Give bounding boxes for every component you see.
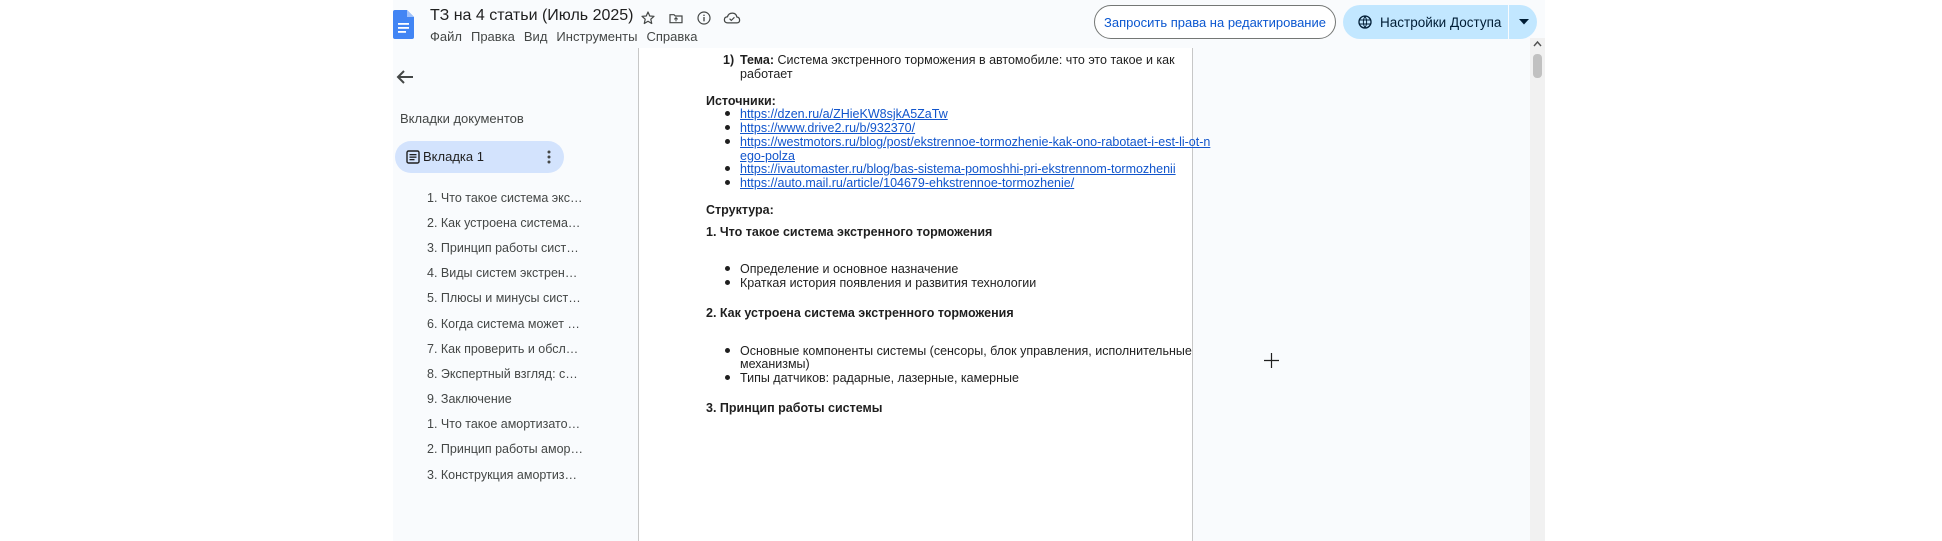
more-vert-icon[interactable] — [541, 149, 557, 165]
outline-item[interactable]: 1. Что такое амортизато… — [427, 417, 581, 431]
bullet-dot — [725, 166, 730, 171]
source-link[interactable]: https://www.drive2.ru/b/932370/ — [740, 121, 916, 135]
share-options-dropdown[interactable] — [1508, 5, 1538, 39]
bullet-text: Основные компоненты системы (сенсоры, блок управления, исполнительные — [740, 344, 1192, 358]
tab-1[interactable] — [395, 141, 564, 173]
bullet-dot — [725, 280, 730, 285]
outline-item[interactable]: 4. Виды систем экстрен… — [427, 266, 578, 280]
list-number: 1) — [723, 53, 735, 67]
topic-line — [740, 53, 1175, 67]
menu-help[interactable]: Справка — [646, 29, 698, 44]
bullet-dot — [725, 375, 730, 380]
outline-item[interactable]: 5. Плюсы и минусы сист… — [427, 291, 581, 305]
menu-view[interactable]: Вид — [523, 29, 548, 44]
outline-item[interactable]: 3. Принцип работы сист… — [427, 241, 579, 255]
scroll-up-arrow-icon[interactable] — [1533, 40, 1542, 47]
tab-outline-icon — [406, 150, 420, 164]
bullet-dot — [725, 180, 730, 185]
tab-label: Вкладка 1 — [423, 149, 484, 164]
bullet-text: Определение и основное назначение — [740, 262, 959, 276]
globe-icon — [1357, 14, 1373, 30]
outline-item[interactable]: 7. Как проверить и обсл… — [427, 342, 579, 356]
outline-item[interactable]: 2. Как устроена система… — [427, 216, 581, 230]
structure-heading: Структура: — [706, 203, 774, 217]
sources-heading: Источники: — [706, 94, 776, 108]
outline-item[interactable]: 2. Принцип работы амор… — [427, 442, 583, 456]
source-link[interactable]: https://westmotors.ru/blog/post/ekstrennoe-tormozhenie-kak-ono-rabotaet-i-est-li-ot-n — [740, 135, 1211, 149]
topic-text: Система экстренного торможения в автомобиле: что это такое и как — [774, 53, 1175, 67]
bullet-dot — [725, 125, 730, 130]
menu-tools[interactable]: Инструменты — [556, 29, 638, 44]
share-button[interactable] — [1343, 5, 1507, 39]
tabs-heading: Вкладки документов — [400, 111, 524, 126]
outline-item[interactable]: 3. Конструкция амортиз… — [427, 468, 578, 482]
back-arrow-icon[interactable] — [393, 65, 417, 89]
bullet-dot — [725, 111, 730, 116]
source-link[interactable]: https://auto.mail.ru/article/104679-ehkstrennoe-tormozhenie/ — [740, 176, 1075, 190]
vertical-scrollbar[interactable] — [1530, 38, 1545, 541]
menu-file[interactable]: Файл — [430, 29, 462, 44]
crosshair-cursor-icon — [1264, 353, 1279, 368]
title-icons — [638, 8, 742, 28]
document-title[interactable]: ТЗ на 4 статьи (Июль 2025) — [430, 7, 634, 24]
menu-bar — [430, 29, 706, 44]
outline-item[interactable]: 8. Экспертный взгляд: с… — [427, 367, 578, 381]
star-icon[interactable] — [638, 8, 658, 28]
document-page[interactable] — [638, 48, 1211, 541]
bullet-dot — [725, 139, 730, 144]
document-tabs-sidebar — [393, 48, 637, 541]
source-link[interactable]: https://dzen.ru/a/ZHieKW8sjkA5ZaTw — [740, 107, 948, 121]
section-heading: 1. Что такое система экстренного торможения — [706, 225, 993, 239]
request-edit-access-button[interactable]: Запросить права на редактирование — [1094, 5, 1336, 39]
bullet-text-continued: механизмы) — [740, 357, 810, 371]
bullet-text: Краткая история появления и развития технологии — [740, 276, 1037, 290]
bullet-dot — [725, 266, 730, 271]
section-heading: 3. Принцип работы системы — [706, 401, 883, 415]
outline-item[interactable]: 6. Когда система может … — [427, 317, 580, 331]
share-button-group — [1343, 5, 1537, 39]
move-to-folder-icon[interactable] — [666, 8, 686, 28]
outline-item[interactable]: 9. Заключение — [427, 392, 512, 406]
outline-item[interactable]: 1. Что такое система экс… — [427, 191, 583, 205]
docs-app — [393, 0, 1545, 541]
bullet-dot — [725, 348, 730, 353]
docs-logo-icon[interactable] — [393, 10, 414, 39]
caret-down-icon — [1519, 19, 1529, 25]
header — [393, 0, 1545, 48]
scrollbar-thumb[interactable] — [1533, 54, 1542, 78]
share-button-label: Настройки Доступа — [1380, 14, 1502, 30]
cloud-status-icon[interactable] — [722, 8, 742, 28]
source-link[interactable]: https://ivautomaster.ru/blog/bas-sistema-pomoshhi-pri-ekstrennom-tormozhenii — [740, 162, 1176, 176]
section-heading: 2. Как устроена система экстренного торможения — [706, 306, 1014, 320]
menu-edit[interactable]: Правка — [470, 29, 515, 44]
info-icon[interactable] — [694, 8, 714, 28]
topic-text-continued: работает — [740, 67, 793, 81]
bullet-text: Типы датчиков: радарные, лазерные, камерные — [740, 371, 1019, 385]
source-link-continued[interactable]: ego-polza — [740, 149, 795, 163]
topic-label: Тема: — [740, 53, 774, 67]
